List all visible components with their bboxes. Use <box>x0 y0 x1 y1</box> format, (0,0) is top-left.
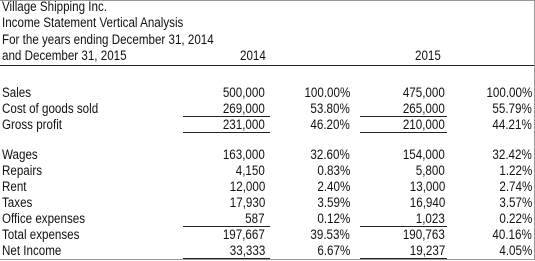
amount-2015: 16,940 <box>409 195 445 210</box>
row-label: Rent <box>2 179 27 194</box>
percent-2014: 53.80% <box>310 101 350 116</box>
amount-2014: 17,930 <box>229 195 265 210</box>
amount-2015: 190,763 <box>403 227 445 242</box>
row-label: Office expenses <box>2 211 86 226</box>
percent-2014: 0.12% <box>317 211 350 226</box>
percent-2014: 0.83% <box>317 163 350 178</box>
percent-2015: 32.42% <box>492 147 532 162</box>
total-rule <box>360 132 447 133</box>
percent-2015: 3.57% <box>499 195 532 210</box>
percent-2014: 46.20% <box>310 117 350 132</box>
period-line-1: For the years ending December 31, 2014 <box>2 32 214 47</box>
total-rule <box>183 132 270 133</box>
percent-2014: 6.67% <box>317 243 350 258</box>
total-rule <box>360 226 447 227</box>
row-label: Gross profit <box>2 117 63 132</box>
amount-2014: 269,000 <box>223 101 265 116</box>
total-rule <box>360 116 447 117</box>
amount-2014: 500,000 <box>223 85 265 100</box>
amount-2014: 587 <box>245 211 265 226</box>
column-header-2014: 2014 <box>240 48 266 63</box>
company-name: Village Shipping Inc. <box>2 0 108 14</box>
amount-2014: 231,000 <box>223 117 265 132</box>
amount-2015: 154,000 <box>403 147 445 162</box>
percent-2014: 2.40% <box>317 179 350 194</box>
percent-2014: 39.53% <box>310 227 350 242</box>
amount-2014: 12,000 <box>229 179 265 194</box>
amount-2015: 475,000 <box>403 85 445 100</box>
percent-2015: 2.74% <box>499 179 532 194</box>
amount-2015: 265,000 <box>403 101 445 116</box>
percent-2015: 100.00% <box>486 85 532 100</box>
frame-bottom-border <box>0 259 535 260</box>
percent-2015: 40.16% <box>492 227 532 242</box>
period-line-2: and December 31, 2015 <box>2 48 127 63</box>
percent-2014: 100.00% <box>304 85 350 100</box>
row-label: Cost of goods sold <box>2 101 99 116</box>
amount-2014: 163,000 <box>223 147 265 162</box>
percent-2015: 4.05% <box>499 243 532 258</box>
column-header-2015: 2015 <box>415 48 441 63</box>
amount-2015: 19,237 <box>409 243 445 258</box>
amount-2015: 210,000 <box>403 117 445 132</box>
row-label: Taxes <box>2 195 33 210</box>
row-label: Total expenses <box>2 227 80 242</box>
percent-2015: 1.22% <box>499 163 532 178</box>
row-label: Sales <box>2 85 32 100</box>
row-label: Repairs <box>2 163 43 178</box>
amount-2014: 4,150 <box>235 163 265 178</box>
statement-title: Income Statement Vertical Analysis <box>2 15 184 30</box>
amount-2014: 197,667 <box>223 227 265 242</box>
total-rule <box>183 226 270 227</box>
row-label: Net Income <box>2 243 62 258</box>
percent-2014: 3.59% <box>317 195 350 210</box>
percent-2015: 44.21% <box>492 117 532 132</box>
amount-2015: 13,000 <box>409 179 445 194</box>
row-label: Wages <box>2 147 38 162</box>
amount-2015: 1,023 <box>415 211 445 226</box>
total-rule <box>183 116 270 117</box>
header-divider <box>0 65 534 66</box>
percent-2015: 0.22% <box>499 211 532 226</box>
total-rule <box>183 258 270 259</box>
amount-2015: 5,800 <box>415 163 445 178</box>
percent-2014: 32.60% <box>310 147 350 162</box>
amount-2014: 33,333 <box>229 243 265 258</box>
percent-2015: 55.79% <box>492 101 532 116</box>
total-rule <box>360 258 447 259</box>
